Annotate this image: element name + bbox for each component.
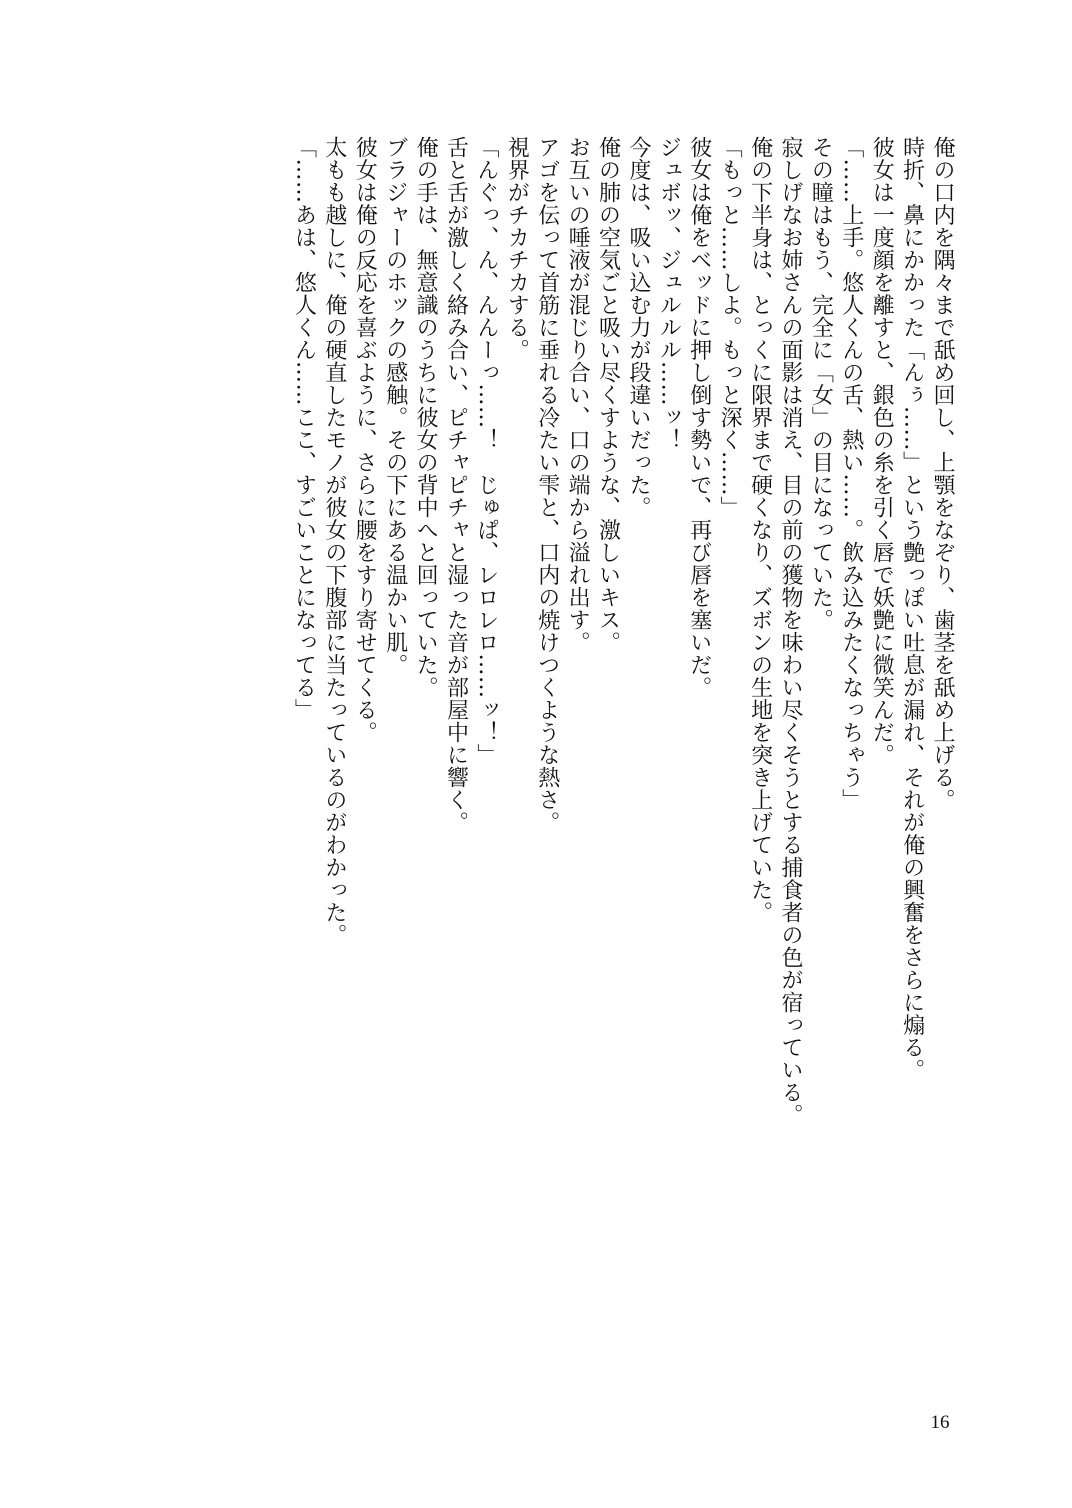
text-line: 俺の肺の空気ごと吸い尽くすような、激しいキス。 <box>595 136 621 654</box>
text-line: 俺の口内を隅々まで舐め回し、上顎をなぞり、歯茎を舐め上げる。 <box>930 136 955 811</box>
text-line: 俺の手は、無意識のうちに彼女の背中へと回っていた。 <box>413 136 439 699</box>
text-line: ジュボッ、ジュルルル……ッ！ <box>656 136 682 451</box>
text-line: 太もも越しに、俺の硬直したモノが彼女の下腹部に当たっているのがわかった。 <box>321 136 347 946</box>
text-line: お互いの唾液が混じり合い、口の端から溢れ出す。 <box>565 136 591 654</box>
text-line: 俺の下半身は、とっくに限界まで硬くなり、ズボンの生地を突き上げていた。 <box>747 136 773 924</box>
page-number: 16 <box>930 1412 950 1433</box>
text-line: その瞳はもう、完全に「女」の目になっていた。 <box>808 136 834 631</box>
text-line: 舌と舌が激しく絡み合い、ピチャピチャと湿った音が部屋中に響く。 <box>443 136 469 834</box>
text-line: 寂しげなお姉さんの面影は消え、目の前の獲物を味わい尽くそうとする捕食者の色が宿っている。 <box>777 136 803 1126</box>
text-line: ブラジャーのホックの感触。その下にある温かい肌。 <box>382 136 408 676</box>
text-line: 「……あは、悠人くん……ここ、すごいことになってる」 <box>291 136 317 721</box>
text-line: 彼女は俺をベッドに押し倒す勢いで、再び唇を塞いだ。 <box>686 136 712 699</box>
text-line: 時折、鼻にかかった「んぅ……」という艶っぽい吐息が漏れ、それが俺の興奮をさらに煽る。 <box>899 136 925 1081</box>
text-line: 「……上手。悠人くんの舌、熱い……。飲み込みたくなっちゃう」 <box>838 136 864 811</box>
text-line: 今度は、吸い込む力が段違いだった。 <box>625 136 651 519</box>
body-text <box>127 136 957 1226</box>
text-line: 彼女は俺の反応を喜ぶように、さらに腰をすり寄せてくる。 <box>352 136 378 744</box>
text-line: アゴを伝って首筋に垂れる冷たい雫と、口内の焼けつくような熱さ。 <box>534 136 560 834</box>
text-line: 彼女は一度顔を離すと、銀色の糸を引く唇で妖艶に微笑んだ。 <box>869 136 895 766</box>
text-line: 「もっと……しよ。もっと深く……」 <box>717 136 743 519</box>
text-line: 「んぐっ、ん、んんーっ……！ じゅぱ、レロレロ……ッ！」 <box>473 136 499 766</box>
text-line: 視界がチカチカする。 <box>504 136 530 361</box>
